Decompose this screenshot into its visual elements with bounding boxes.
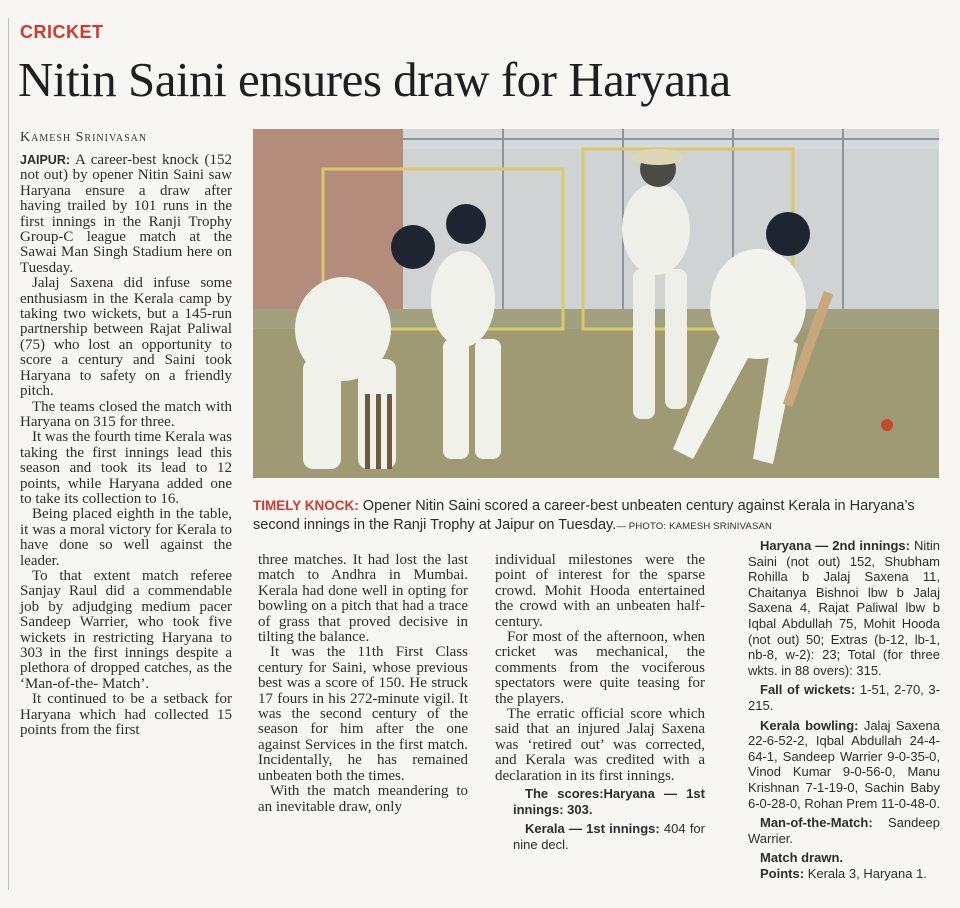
headline: Nitin Saini ensures draw for Haryana [18, 52, 731, 107]
scores-haryana-first: The scores:Haryana — 1st innings: 303. [513, 786, 705, 817]
paragraph: It was the fourth time Kerala was taking the first innings lead this season and took its lead to 12 points, while Haryana added one to take its collection to 16. [20, 429, 232, 507]
caption-label: TIMELY KNOCK: [253, 498, 359, 513]
kerala-bowling: Kerala bowling: Jalaj Saxena 22-6-52-2, Iqbal Abdullah 24-4-64-1, Sandeep Warrier 9-0-35-0, Vinod Kumar 9-0-56-0, Manu Krishnan 7-1-19-0, Sachin Baby 6-0-28-0, Rohan Prem 11-0-48-0. [748, 717, 940, 811]
section-label: CRICKET [20, 22, 104, 42]
paragraph: It continued to be a setback for Haryana which had collected 15 points from the first [20, 691, 232, 739]
article-column-1 [20, 153, 232, 738]
article-column-3 [495, 553, 705, 852]
paragraph: Being placed eighth in the table, it was a moral victory for Kerala to have done so well against the leader. [20, 506, 232, 569]
match-result: Match drawn. [760, 850, 844, 866]
paragraph: Jalaj Saxena did infuse some enthusiasm in the Kerala camp by taking two wickets, but a 145-run partnership between Rajat Paliwal (75) who lost an opportunity to score a century and Saini took Haryana to safety on a friendly pitch. [20, 275, 232, 400]
paragraph: The erratic official score which said that an injured Jalaj Saxena was ‘retired out’ was corrected, and Kerala was credited with a declaration in its first innings. [495, 706, 705, 784]
paragraph: With the match meandering to an inevitable draw, only [258, 783, 468, 815]
byline: Kamesh Srinivasan [20, 130, 148, 145]
paragraph: individual milestones were the point of interest for the sparse crowd. Mohit Hooda entertained the crowd with an unbeaten half-century. [495, 552, 705, 630]
article-column-2 [258, 553, 468, 815]
paragraph: To that extent match referee Sanjay Raul did a commendable job by adjudging medium pacer Sandeep Warrier, who took five wickets in restricting Haryana to 303 in the first innings despite a plethora of dropped catches, as the ‘Man-of-the- Match’. [20, 567, 232, 692]
paragraph: It was the 11th First Class century for Saini, whose previous best was a score of 150. He struck 17 fours in his 272-minute vigil. It was the second century of the season for him after the one against Services in the first match. Incidentally, he has remained unbeaten both the times. [258, 644, 468, 784]
scores-haryana-second: Haryana — 2nd innings: Nitin Saini (not out) 152, Shubham Rohilla b Jalaj Saxena 11, Chaitanya Bishnoi lbw b Jalaj Saxena 4, Rajat Paliwal lbw b Iqbal Abdullah 75, Mohit Hooda (not out) 50; Extras (b-12, lb-1, nb-8, w-2): 23; Total (for three wkts. in 88 overs): 315. [748, 538, 940, 678]
paragraph: three matches. It had lost the last match to Andhra in Mumbai. Kerala had done well in opting for bowling on a pitch that had a trace of grass that proved decisive in tilting the balance. [258, 552, 468, 646]
fall-of-wickets: Fall of wickets: 1-51, 2-70, 3-215. [748, 682, 940, 713]
dateline: JAIPUR: [20, 153, 71, 167]
paragraph: JAIPUR: A career-best knock (152 not out) by opener Nitin Saini saw Haryana ensure a draw after having trailed by 101 runs in the first innings in the Ranji Trophy Group-C league match at the Sawai Man Singh Stadium here on Tuesday. [20, 152, 232, 276]
points: Points: Kerala 3, Haryana 1. [760, 865, 927, 881]
column-rule [8, 18, 9, 890]
match-photo [253, 129, 939, 478]
scores-kerala-first: Kerala — 1st innings: 404 for nine decl. [513, 821, 705, 852]
man-of-the-match: Man-of-the-Match: Sandeep Warrier. [748, 815, 940, 846]
paragraph: The teams closed the match with Haryana on 315 for three. [20, 398, 232, 430]
paragraph: For most of the afternoon, when cricket was mechanical, the comments from the vociferous spectators were quite teasing for the players. [495, 629, 705, 707]
scorecard-column [730, 530, 940, 881]
caption-text: Opener Nitin Saini scored a career-best unbeaten century against Kerala in Haryana’s second innings in the Ranji Trophy at Jaipur on Tuesday. [253, 498, 915, 533]
photo-credit: — PHOTO: KAMESH SRINIVASAN [616, 521, 773, 532]
cricket-photo-illustration [253, 129, 939, 478]
